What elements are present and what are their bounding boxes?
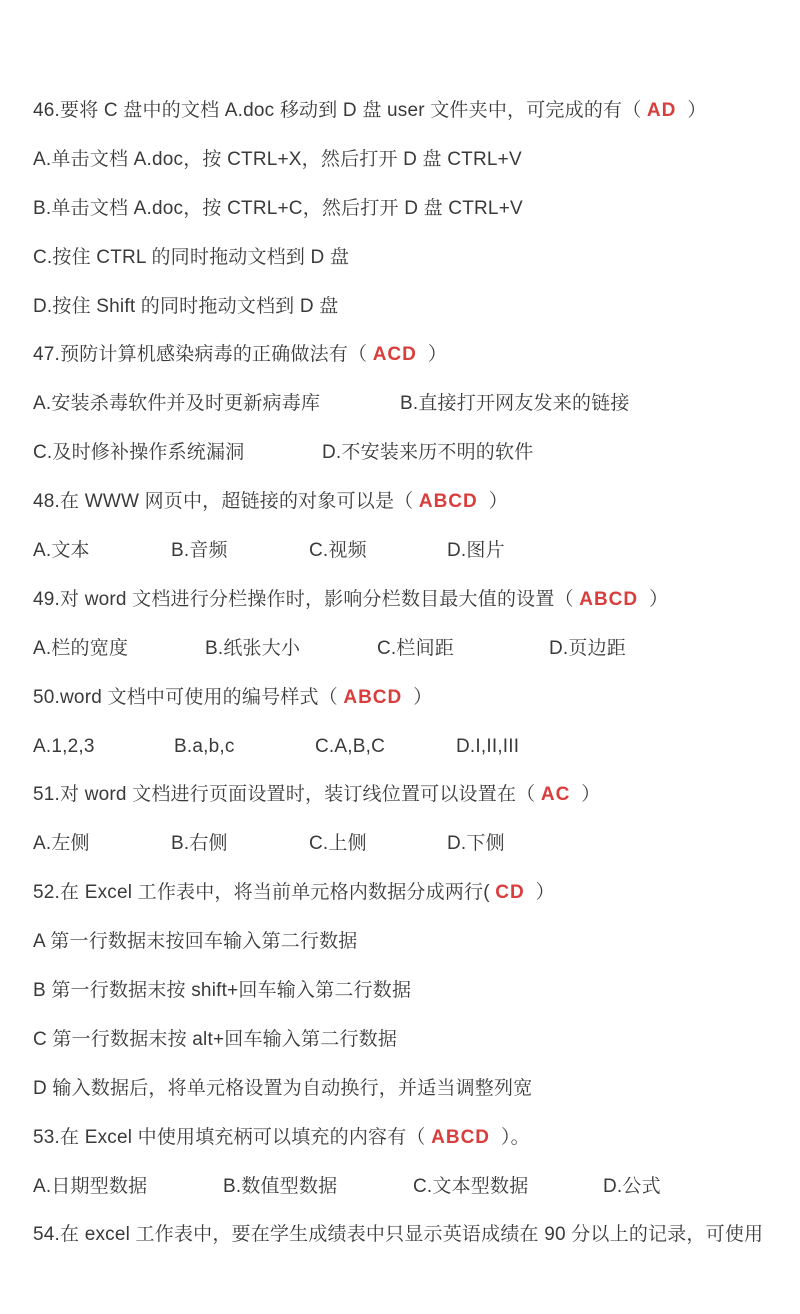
- text-segment: B 第一行数据末按 shift+回车输入第二行数据: [33, 980, 412, 1002]
- text-segment: 48.在 WWW 网页中，超链接的对象可以是（: [33, 491, 419, 513]
- text-segment: A.栏的宽度: [33, 637, 129, 659]
- text-segment: D.I,II,III: [456, 735, 520, 757]
- q53-options: [33, 1163, 782, 1212]
- answer-key: CD: [495, 882, 525, 904]
- text-segment: B.单击文档 A.doc，按 CTRL+C，然后打开 D 盘 CTRL+V: [33, 197, 523, 219]
- text-segment: ）。: [490, 1126, 530, 1148]
- q49-options: [33, 625, 782, 674]
- text-segment: C.及时修补操作系统漏洞: [33, 442, 245, 464]
- q46-option-d: [33, 283, 782, 332]
- question-51: [33, 771, 782, 820]
- text-segment: D.页边距: [549, 637, 627, 659]
- text-segment: A.安装杀毒软件并及时更新病毒库: [33, 393, 321, 415]
- q52-option-d: [33, 1065, 782, 1114]
- q50-options: [33, 723, 782, 772]
- text-segment: D 输入数据后，将单元格设置为自动换行，并适当调整列宽: [33, 1077, 533, 1099]
- text-segment: D.下侧: [447, 833, 505, 855]
- text-segment: B.直接打开网友发来的链接: [400, 393, 630, 415]
- q46-option-c: [33, 234, 782, 283]
- text-segment: B.数值型数据: [223, 1175, 338, 1197]
- text-segment: B.右侧: [171, 833, 228, 855]
- text-segment: A.1,2,3: [33, 735, 95, 757]
- question-48: [33, 478, 782, 527]
- text-segment: ）: [570, 784, 601, 806]
- question-53: [33, 1114, 782, 1163]
- text-segment: 46.要将 C 盘中的文档 A.doc 移动到 D 盘 user 文件夹中，可完成的有（: [33, 100, 647, 121]
- text-segment: C.视频: [309, 540, 367, 562]
- question-47: [33, 331, 782, 380]
- text-segment: ）: [402, 686, 433, 708]
- text-segment: 49.对 word 文档进行分栏操作时，影响分栏数目最大值的设置（: [33, 588, 580, 610]
- text-segment: D.不安装来历不明的软件: [322, 442, 534, 464]
- q46-option-a: [33, 136, 782, 185]
- q47-options-ab: [33, 380, 782, 429]
- text-segment: C.按住 CTRL 的同时拖动文档到 D 盘: [33, 246, 350, 268]
- answer-key: ABCD: [431, 1126, 491, 1148]
- text-segment: C 第一行数据末按 alt+回车输入第二行数据: [33, 1028, 398, 1050]
- answer-key: ACD: [372, 344, 417, 366]
- text-segment: A.文本: [33, 540, 90, 562]
- text-segment: 54.在 excel 工作表中，要在学生成绩表中只显示英语成绩在 90 分以上的记录，可使用: [33, 1224, 764, 1246]
- question-46: [33, 87, 782, 136]
- text-segment: A.左侧: [33, 833, 90, 855]
- text-segment: B.音频: [171, 540, 228, 562]
- text-segment: D.图片: [447, 540, 505, 562]
- text-segment: A 第一行数据末按回车输入第二行数据: [33, 931, 358, 953]
- text-segment: ）: [477, 491, 508, 513]
- text-segment: ）: [638, 588, 669, 610]
- text-segment: 50.word 文档中可使用的编号样式（: [33, 686, 344, 708]
- question-50: [33, 674, 782, 723]
- text-segment: C.栏间距: [377, 637, 455, 659]
- q48-options: [33, 527, 782, 576]
- text-segment: A.单击文档 A.doc，按 CTRL+X，然后打开 D 盘 CTRL+V: [33, 148, 522, 170]
- answer-key: AC: [540, 784, 571, 806]
- q51-options: [33, 820, 782, 869]
- text-segment: 47.预防计算机感染病毒的正确做法有（: [33, 344, 373, 366]
- text-segment: 51.对 word 文档进行页面设置时，装订线位置可以设置在（: [33, 784, 541, 806]
- question-49: [33, 576, 782, 625]
- text-segment: D.公式: [603, 1175, 661, 1197]
- question-52: [33, 869, 782, 918]
- q52-option-c: [33, 1016, 782, 1065]
- q52-option-b: [33, 967, 782, 1016]
- question-54: [33, 1211, 782, 1260]
- text-segment: C.A,B,C: [315, 735, 386, 757]
- q47-options-cd: [33, 429, 782, 478]
- text-segment: ）: [416, 344, 448, 366]
- text-segment: B.a,b,c: [174, 735, 235, 757]
- text-segment: C.上侧: [309, 833, 367, 855]
- text-segment: 52.在 Excel 工作表中，将当前单元格内数据分成两行(: [33, 882, 496, 904]
- answer-key: ABCD: [579, 588, 639, 610]
- q46-option-b: [33, 185, 782, 234]
- text-segment: A.日期型数据: [33, 1175, 148, 1197]
- answer-key: ABCD: [418, 491, 478, 513]
- text-segment: C.文本型数据: [413, 1175, 529, 1197]
- answer-key: AD: [646, 100, 677, 121]
- text-segment: B.纸张大小: [205, 637, 301, 659]
- text-segment: 53.在 Excel 中使用填充柄可以填充的内容有（: [33, 1126, 432, 1148]
- text-segment: D.按住 Shift 的同时拖动文档到 D 盘: [33, 295, 339, 317]
- text-segment: ）: [676, 100, 707, 121]
- q52-option-a: [33, 918, 782, 967]
- answer-key: ABCD: [343, 686, 403, 708]
- text-segment: ）: [524, 882, 555, 904]
